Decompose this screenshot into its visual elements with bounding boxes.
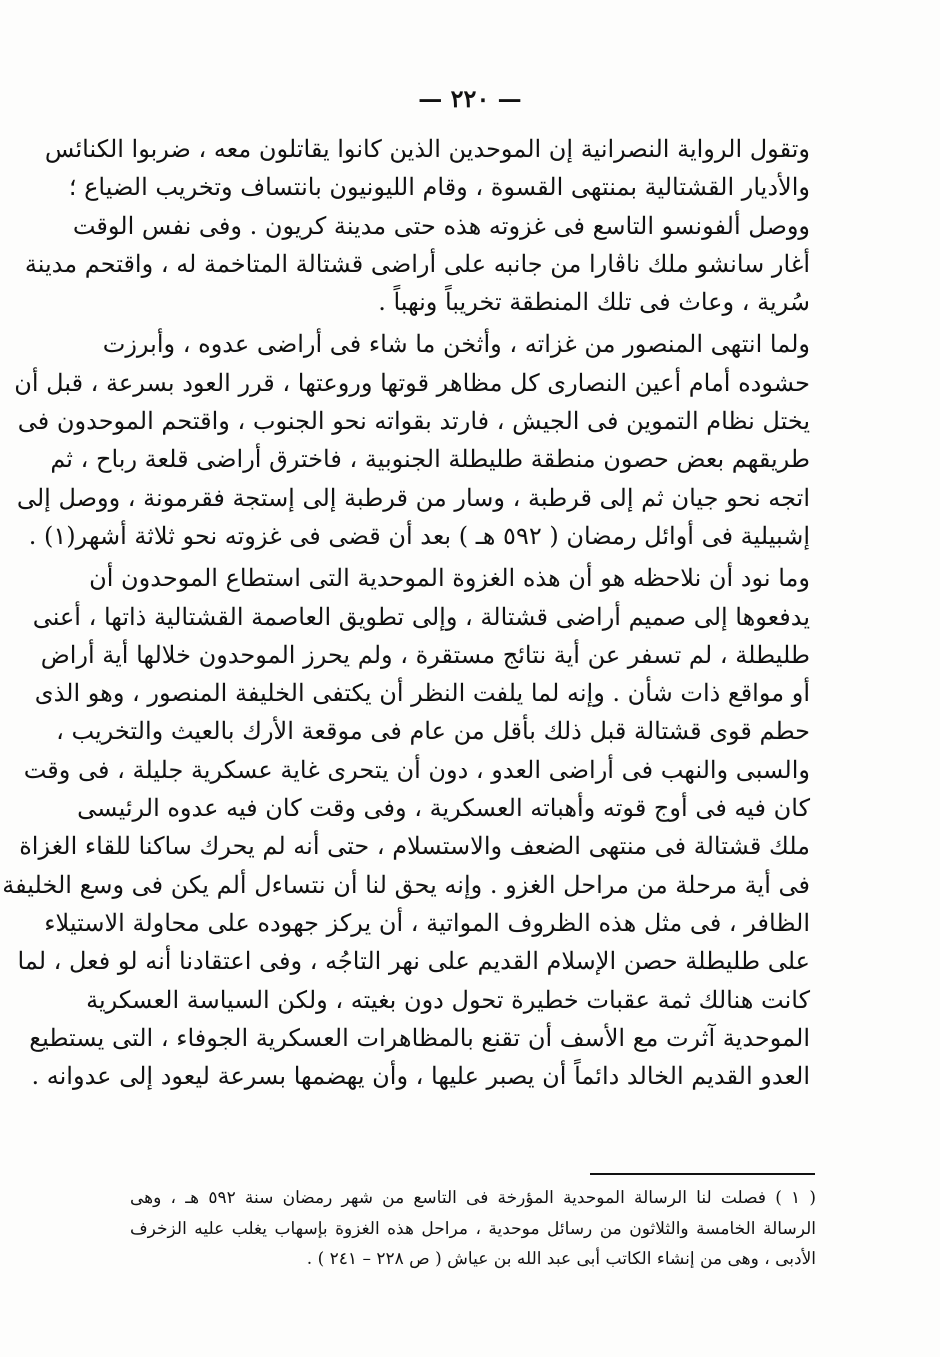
text-line: إشبيلية فى أوائل رمضان ( ٥٩٢ هـ ) بعد أن قضى فى غزوته نحو ثلاثة أشهر(١) . (28, 521, 810, 550)
text-line: اتجه نحو جيان ثم إلى قرطبة ، وسار من قرطبة إلى إستجة فقرمونة ، ووصل إلى (16, 483, 810, 512)
text-line: حشوده أمام أعين النصارى كل مظاهر قوتها وروعتها ، قرر العود بسرعة ، قبل أن (14, 368, 810, 397)
text-line: كانت هنالك ثمة عقبات خطيرة تحول دون بغيته ، ولكن السياسة العسكرية (86, 985, 810, 1014)
text-line: الظافر ، فى مثل هذه الظروف المواتية ، أن يركز جهوده على محاولة الاستيلاء (44, 908, 810, 937)
text-line: وما نود أن نلاحظه هو أن هذه الغزوة الموحدية التى استطاع الموحدون أن (89, 564, 810, 593)
text-line: ولما انتهى المنصور من غزاته ، وأثخن ما شاء فى أراضى عدوه ، وأبرزت (102, 330, 810, 359)
text-line: يدفعوها إلى صميم أراضى قشتالة ، وإلى تطويق العاصمة القشتالية ذاتها ، أعنى (32, 602, 810, 631)
text-line: أغار سانشو ملك ناڤارا من جانبه على أراضى قشتالة المتاخمة له ، واقتحم مدينة (24, 249, 810, 278)
text-line: طليطلة ، لم تسفر عن أية نتائج مستقرة ، ولم يحرز الموحدون خلالها أية أراض (40, 640, 810, 669)
text-line: كان فيه فى أوج قوته وأهباته العسكرية ، وفى وقت كان فيه عدوه الرئيسى (77, 794, 810, 823)
paragraph-1 (24, 130, 810, 321)
text-line: الموحدية آثرت مع الأسف أن تقنع بالمظاهرات العسكرية الجوفاء ، التى يستطيع (29, 1023, 810, 1052)
page-number: — ٢٢٠ — (418, 84, 522, 113)
text-line: العدو القديم الخالد دائماً أن يصبر عليها ، وأن يهضمها بسرعة ليعود إلى عدوانه . (31, 1062, 810, 1091)
footnote-line: ( ١ ) فصلت لنا الرسالة الموحدية المؤرخة فى التاسع من شهر رمضان سنة ٥٩٢ هـ ، وهى (130, 1188, 816, 1208)
text-line: ملك قشتالة فى منتهى الضعف والاستسلام ، حتى أنه لم يحرك ساكنا للقاء الغزاة (19, 832, 810, 861)
text-line: على طليطلة حصن الإسلام القديم على نهر التاجُه ، وفى اعتقادنا أنه لو فعل ، لما (17, 947, 810, 976)
paragraph-3 (2, 559, 810, 1095)
text-line: فى أية مرحلة من مراحل الغزو . وإنه يحق لنا أن نتساءل ألم يكن فى وسع الخليفة (2, 870, 810, 899)
text-line: ووصل ألفونسو التاسع فى غزوته هذه حتى مدينة كريون . وفى نفس الوقت (72, 211, 810, 240)
footnote-line: الرسالة الخامسة والثلاثون من رسائل موحدية ، مراحل هذه الغزوة بإسهاب يغلب عليه الزخرف (130, 1218, 816, 1239)
footnotes (130, 1183, 816, 1275)
text-line: والأديار القشتالية بمنتهى القسوة ، وقام الليونيون بانتساف وتخريب الضياع ؛ (68, 173, 810, 202)
text-line: حطم قوى قشتالة قبل ذلك بأقل من عام فى موقعة الأرك بالعيث والتخريب ، (56, 717, 810, 746)
text-line: وتقول الرواية النصرانية إن الموحدين الذين كانوا يقاتلون معه ، ضربوا الكنائس (44, 135, 810, 163)
text-line: طريقهم بعض حصون منطقة طليطلة الجنوبية ، فاخترق أراضى قلعة رباح ، ثم (50, 445, 810, 474)
footnote-line: الأدبى ، وهى من إنشاء الكاتب أبى عبد الله بن عياش ( ص ٢٢٨ – ٢٤١ ) . (306, 1249, 816, 1269)
footnote-divider (590, 1173, 815, 1175)
text-line: والسبى والنهب فى أراضى العدو ، دون أن يتحرى غاية عسكرية جليلة ، فى وقت (23, 755, 810, 784)
text-line: سُرية ، وعاث فى تلك المنطقة تخريباً ونهباً . (378, 288, 810, 317)
main-text (2, 130, 810, 1095)
text-line: أو مواقع ذات شأن . وإنه لما يلفت النظر أن يكتفى الخليفة المنصور ، وهو الذى (34, 679, 810, 708)
paragraph-2 (14, 325, 810, 555)
text-line: يختل نظام التموين فى الجيش ، فارتد بقواته نحو الجنوب ، واقتحم الموحدون فى (17, 407, 810, 436)
